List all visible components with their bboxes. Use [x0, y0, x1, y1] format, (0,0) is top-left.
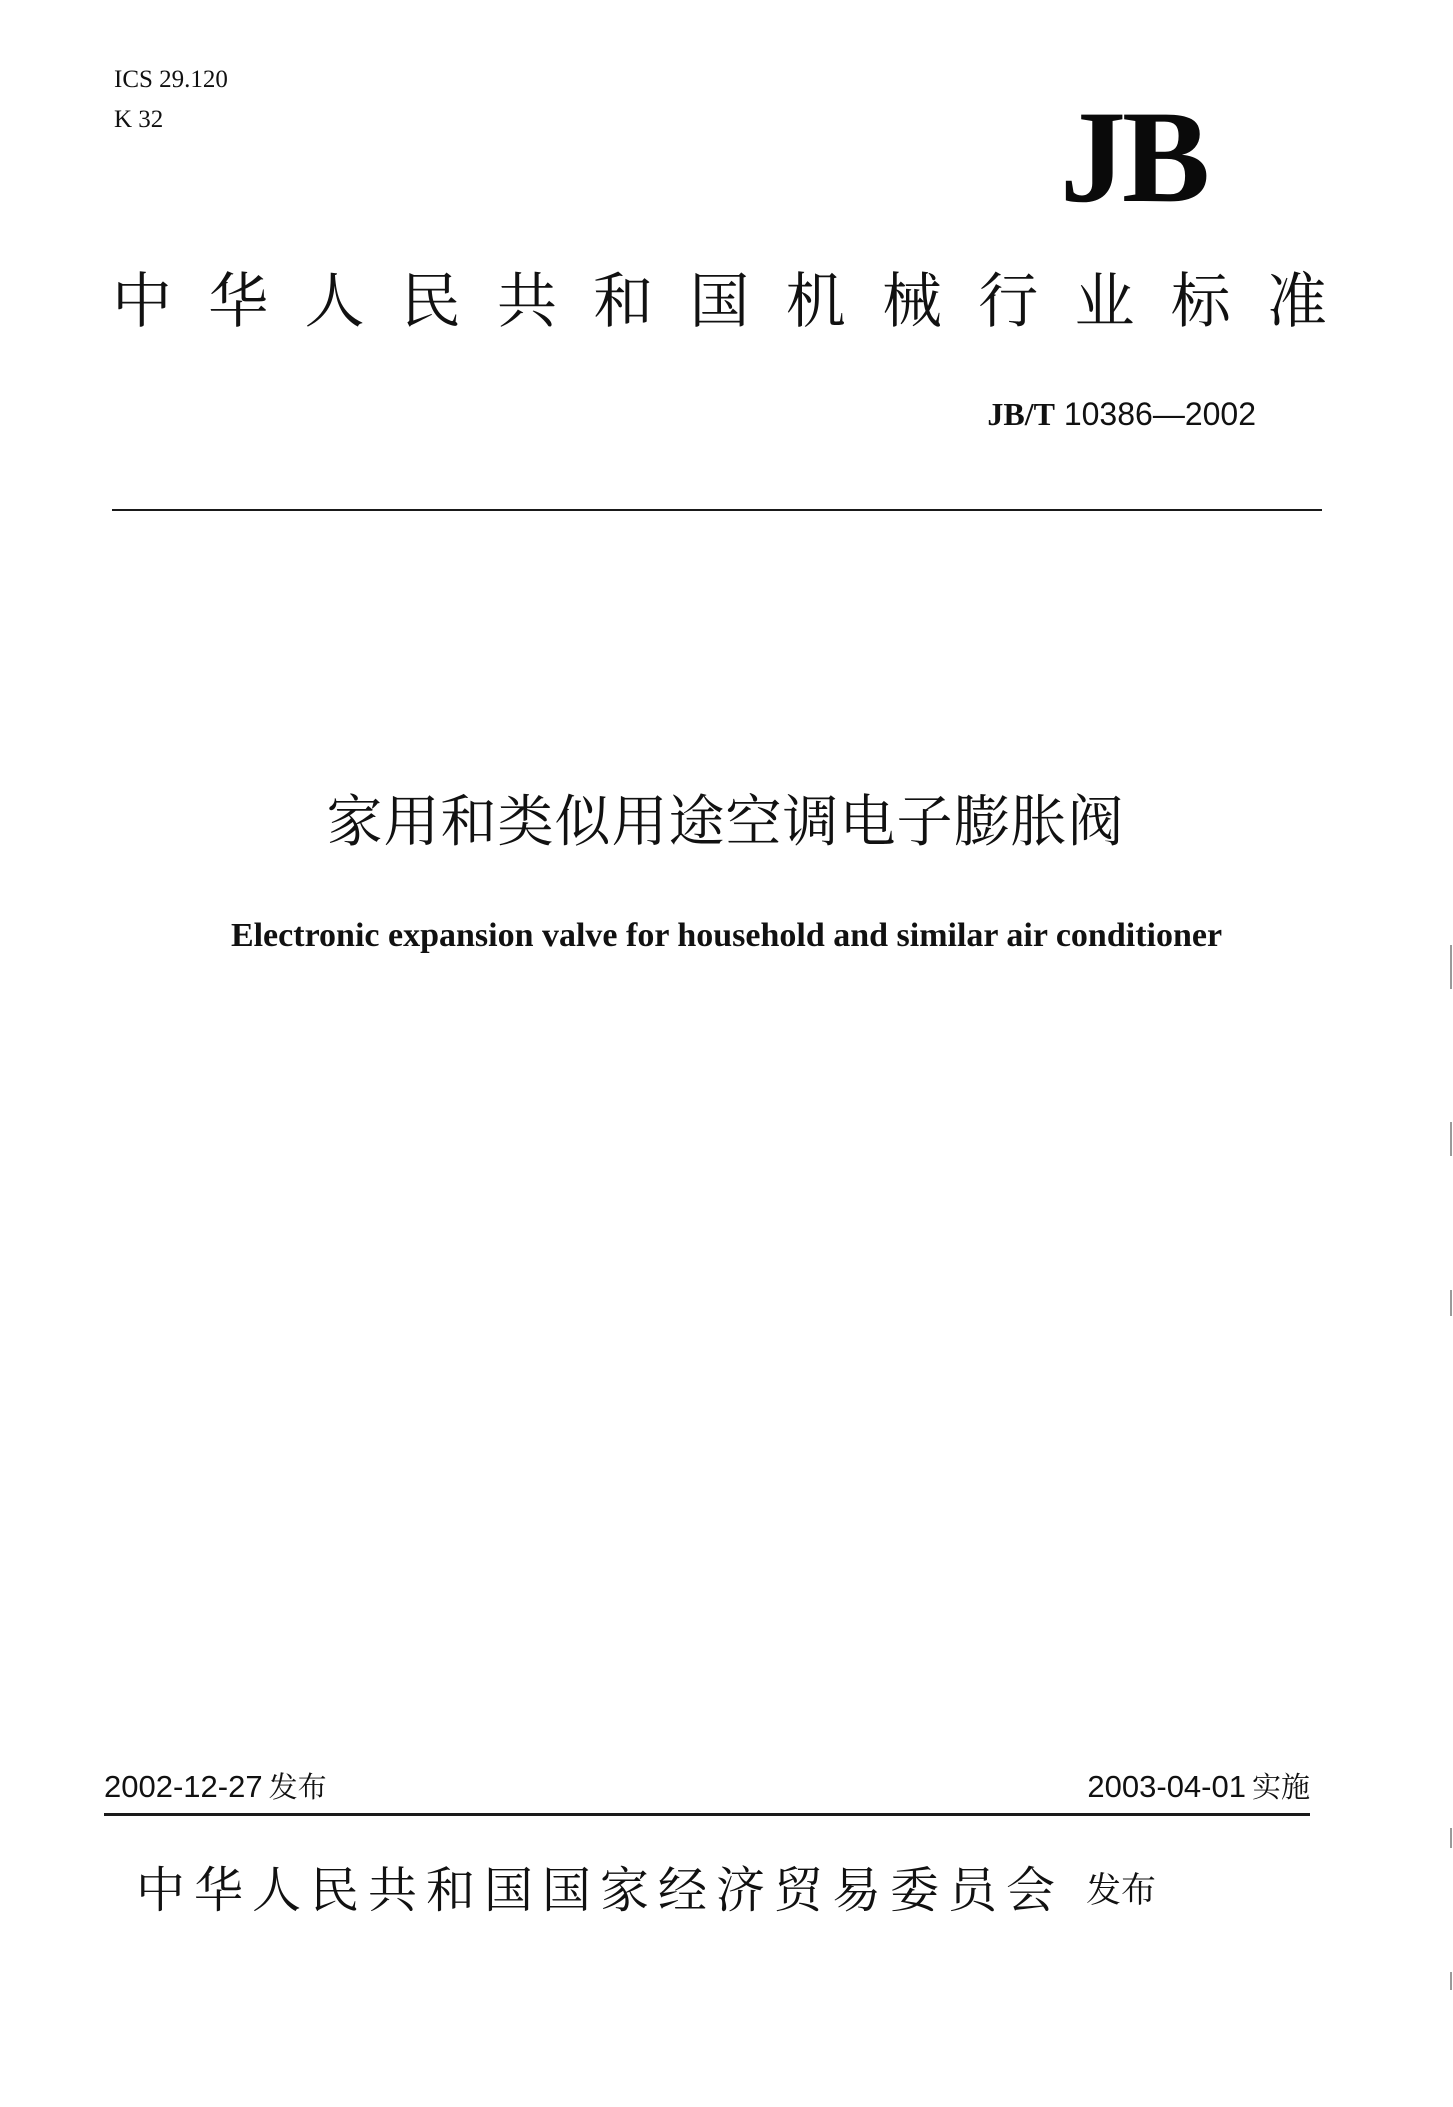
standard-title-char: 中: [112, 267, 172, 337]
standard-title-char: 国: [689, 267, 750, 337]
standard-title-char: 标: [1170, 267, 1231, 337]
standard-title-char: 和: [593, 267, 654, 337]
scan-mark: [1450, 1828, 1452, 1848]
standard-title-char: 民: [400, 267, 461, 337]
issue-date-value: 2002-12-27: [104, 1769, 263, 1804]
scan-mark: [1450, 1122, 1452, 1156]
scan-mark: [1450, 1290, 1452, 1316]
implementation-date-label: 实施: [1251, 1770, 1310, 1804]
standard-number-value: 10386—2002: [1054, 396, 1256, 432]
footer-divider: [104, 1813, 1310, 1816]
standard-title-char: 人: [304, 267, 365, 337]
document-title-english: Electronic expansion valve for household and similar air conditioner: [230, 917, 1223, 954]
header-divider: [112, 509, 1322, 511]
jb-logo: JB: [1060, 83, 1207, 230]
standard-title-char: 机: [785, 267, 846, 337]
scan-mark: [1450, 1972, 1452, 1990]
standard-title-char: 准: [1267, 267, 1327, 337]
standard-number-prefix: JB/T: [987, 396, 1055, 432]
publisher: [136, 1856, 1276, 1926]
classification-code: K 32: [114, 106, 164, 133]
standard-title-char: 共: [497, 267, 557, 337]
standard-type-title: [112, 262, 1327, 342]
issue-date-label: 发布: [268, 1770, 327, 1804]
scan-mark: [1450, 945, 1452, 989]
standard-title-char: 华: [208, 267, 269, 337]
document-title-chinese-text: 家用和类似用途空调电子膨胀阀: [326, 790, 1125, 855]
implementation-date-value: 2003-04-01: [1087, 1769, 1246, 1804]
document-title-chinese: [0, 788, 1453, 858]
standard-title-char: 械: [882, 267, 942, 337]
standard-number: [800, 394, 1256, 434]
ics-code: ICS 29.120: [114, 66, 228, 93]
implementation-date: [1087, 1767, 1310, 1807]
standard-title-char: 行: [978, 267, 1039, 337]
standard-title-char: 业: [1074, 267, 1135, 337]
issue-date: [104, 1767, 327, 1807]
publisher-suffix: 发布: [1086, 1871, 1157, 1911]
publisher-organization: 中华人民共和国国家经济贸易委员会: [136, 1862, 1065, 1919]
